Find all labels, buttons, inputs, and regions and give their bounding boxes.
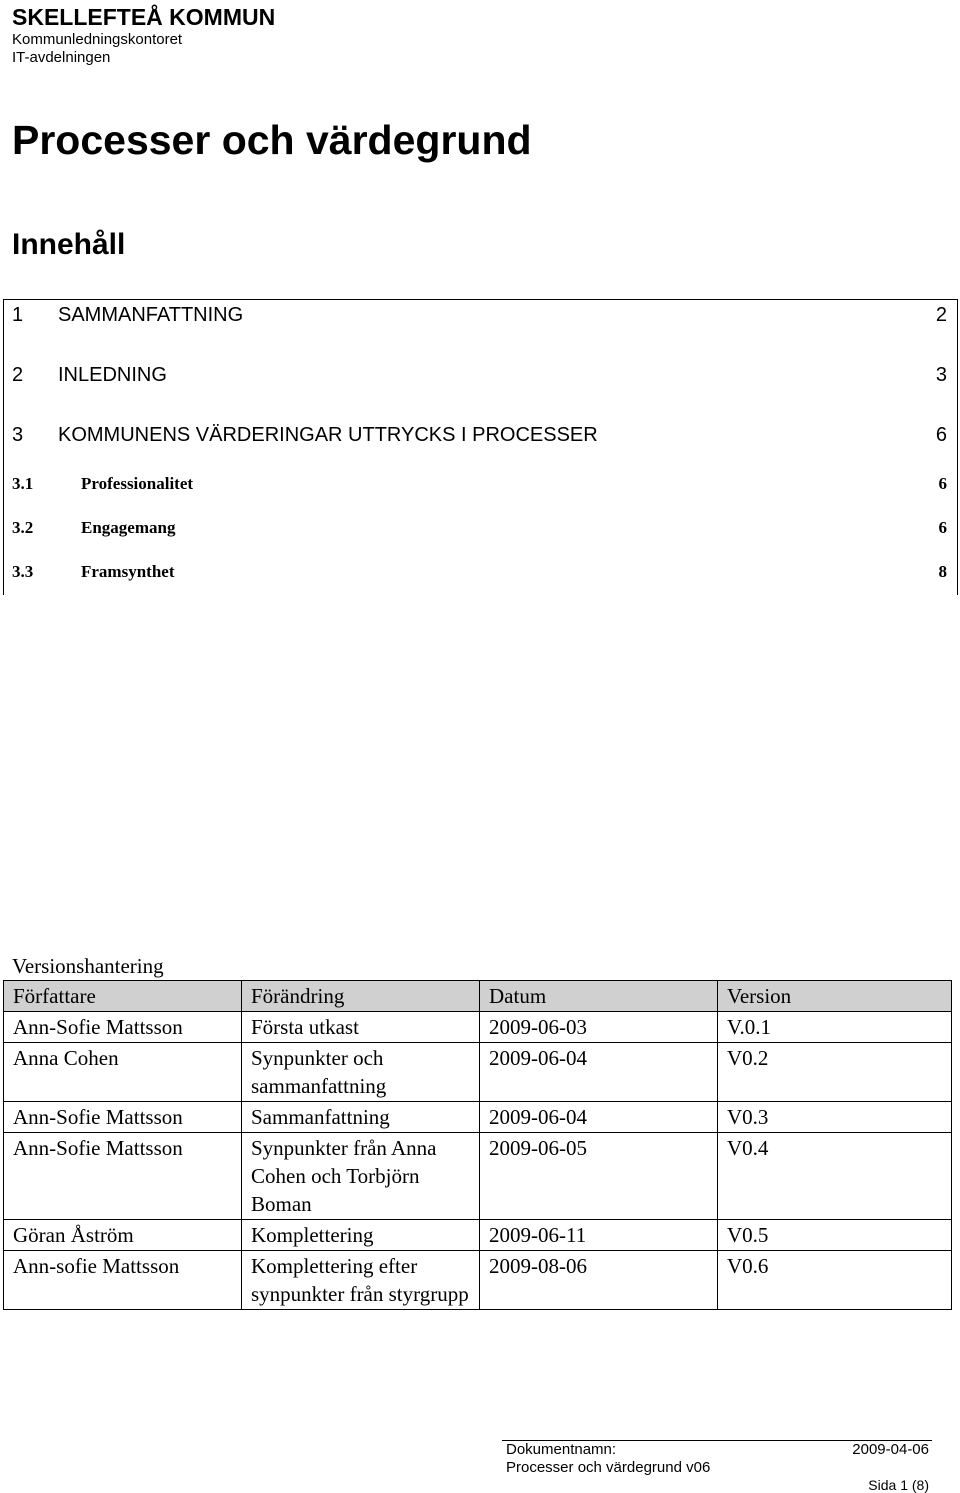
table-row (4, 1012, 952, 1043)
cell-version: V0.5 (718, 1220, 952, 1251)
toc-entry-number: 3.1 (12, 474, 34, 493)
cell-author: Ann-Sofie Mattsson (4, 1012, 242, 1043)
cell-date: 2009-06-05 (480, 1133, 718, 1220)
unit-name: IT-avdelningen (12, 49, 111, 66)
toc-entry-number: 1 (12, 304, 24, 326)
toc-entry-page: 8 (938, 562, 947, 581)
document-title: Processer och värdegrund (12, 117, 532, 163)
cell-version: V0.2 (718, 1043, 952, 1102)
toc-entry-number: 3 (12, 424, 24, 446)
cell-version: V0.4 (718, 1133, 952, 1220)
table-row (4, 1102, 952, 1133)
cell-date: 2009-06-04 (480, 1043, 718, 1102)
cell-date: 2009-06-11 (480, 1220, 718, 1251)
cell-date: 2009-06-03 (480, 1012, 718, 1043)
footer-date: 2009-04-06 (852, 1441, 929, 1458)
footer-document-name: Processer och värdegrund v06 (506, 1459, 711, 1476)
cell-author: Göran Åström (4, 1220, 242, 1251)
cell-version: V0.6 (718, 1251, 952, 1310)
toc-entry-title: KOMMUNENS VÄRDERINGAR UTTRYCKS I PROCESSER (58, 424, 598, 446)
toc-entry-number: 3.3 (12, 562, 34, 581)
table-header-row (4, 981, 952, 1012)
version-history-table (3, 980, 952, 1310)
organization-name: SKELLEFTEÅ KOMMUN (12, 4, 276, 30)
toc-entry-title: Framsynthet (81, 562, 175, 581)
cell-change: Sammanfattning (242, 1102, 480, 1133)
toc-entry-title: Engagemang (81, 518, 176, 537)
toc-entry-title: INLEDNING (58, 364, 167, 386)
table-row (4, 1133, 952, 1220)
cell-change: Synpunkter från Anna Cohen och Torbjörn Boman (242, 1133, 480, 1220)
column-header-author: Författare (4, 981, 242, 1012)
cell-date: 2009-08-06 (480, 1251, 718, 1310)
cell-change: Komplettering (242, 1220, 480, 1251)
cell-author: Ann-sofie Mattsson (4, 1251, 242, 1310)
toc-entry-page: 3 (935, 364, 947, 386)
cell-author: Ann-Sofie Mattsson (4, 1133, 242, 1220)
cell-change: Synpunkter och sammanfattning (242, 1043, 480, 1102)
cell-version: V0.3 (718, 1102, 952, 1133)
column-header-change: Förändring (242, 981, 480, 1012)
footer-page-number: Sida 1 (8) (868, 1477, 929, 1493)
footer-document-name-label: Dokumentnamn: (506, 1441, 617, 1458)
toc-heading: Innehåll (12, 228, 126, 261)
table-row (4, 1251, 952, 1310)
cell-date: 2009-06-04 (480, 1102, 718, 1133)
toc-entry-title: Professionalitet (81, 474, 194, 493)
column-header-date: Datum (480, 981, 718, 1012)
toc-entry-number: 2 (12, 364, 24, 386)
cell-version: V.0.1 (718, 1012, 952, 1043)
cell-author: Anna Cohen (4, 1043, 242, 1102)
table-row (4, 1043, 952, 1102)
toc-entry-page: 6 (935, 424, 947, 446)
toc-entry-page: 2 (935, 304, 947, 326)
toc-entry-number: 3.2 (12, 518, 34, 537)
department-name: Kommunledningskontoret (12, 31, 183, 48)
column-header-version: Version (718, 981, 952, 1012)
table-row (4, 1220, 952, 1251)
cell-author: Ann-Sofie Mattsson (4, 1102, 242, 1133)
cell-change: Komplettering efter synpunkter från styrgrupp (242, 1251, 480, 1310)
toc-entry-page: 6 (938, 474, 947, 493)
toc-entry-title: SAMMANFATTNING (58, 304, 244, 326)
version-history-heading: Versionshantering (12, 954, 164, 978)
cell-change: Första utkast (242, 1012, 480, 1043)
toc-entry-page: 6 (938, 518, 947, 537)
table-of-contents (3, 299, 958, 595)
